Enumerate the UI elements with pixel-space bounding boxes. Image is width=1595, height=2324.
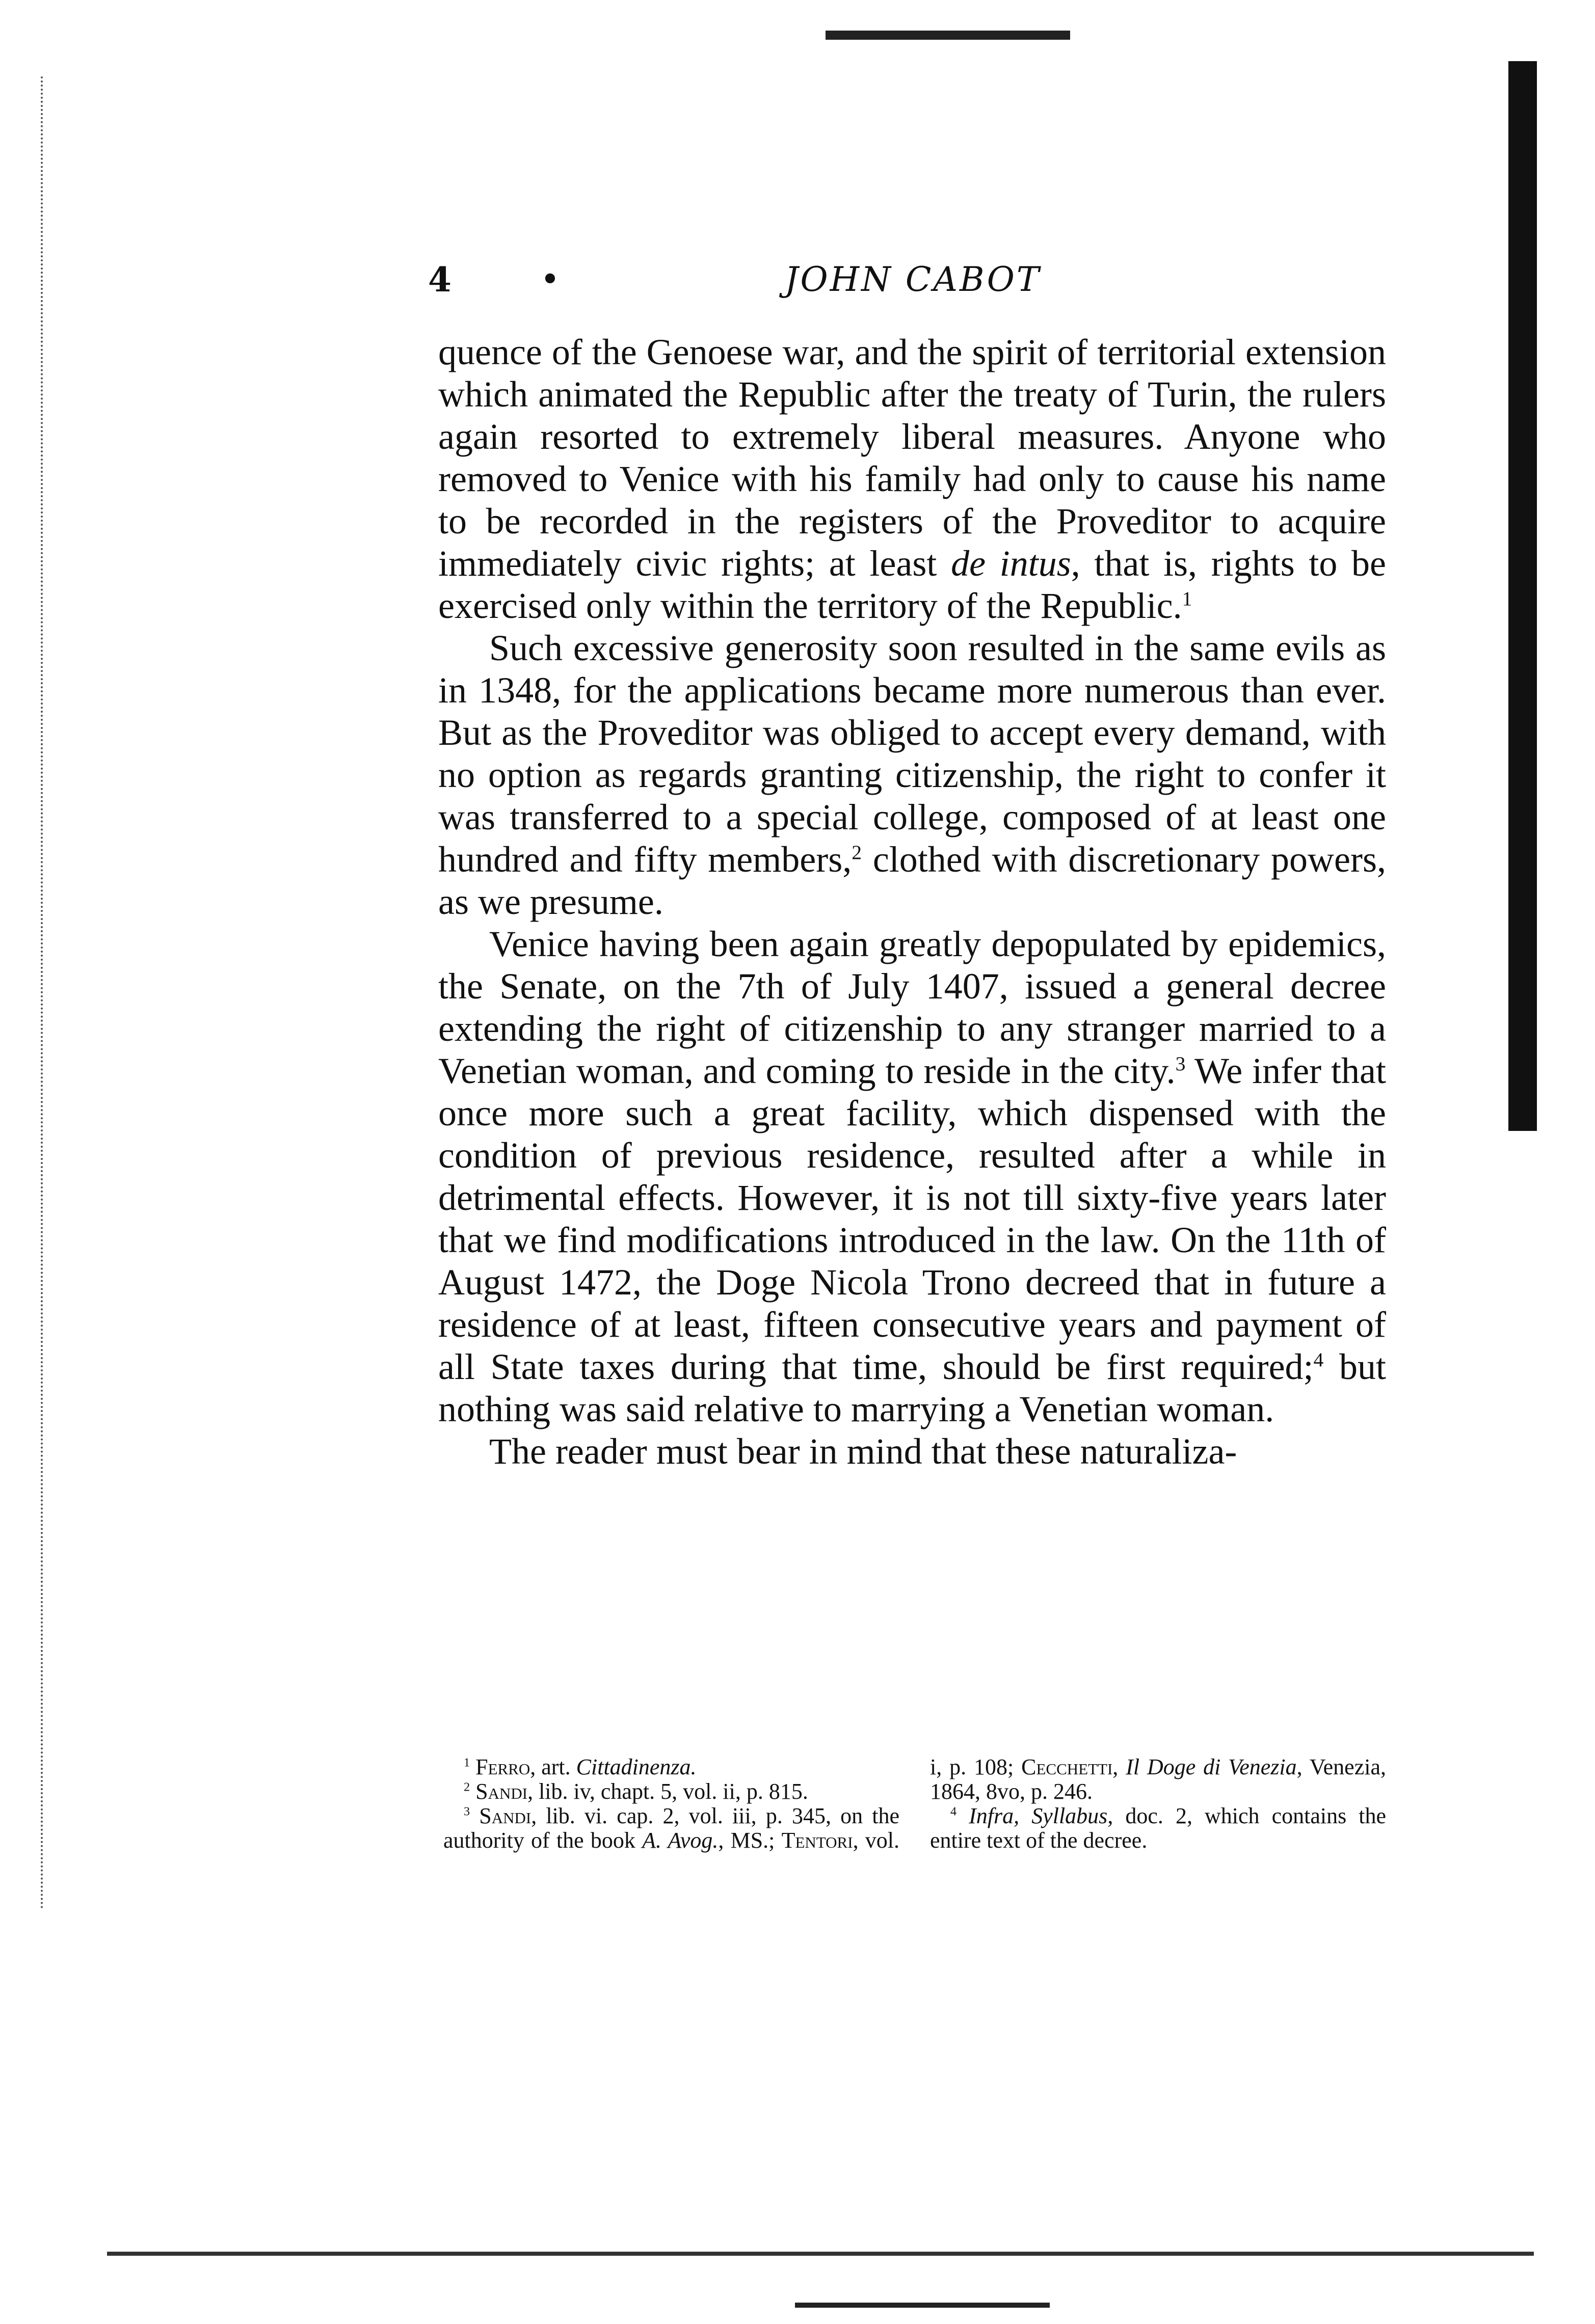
footnote-ref-3: 3	[1175, 1052, 1186, 1075]
footnote-4: $^4$ Infra, Syllabus, doc. 2, which contains the entire text of the decree.	[930, 1803, 1387, 1853]
scan-mark-bottom-2	[795, 2303, 1050, 2308]
scan-mark-bottom	[107, 2252, 1534, 2256]
paragraph-3: Venice having been again greatly depopulated by epidemics, the Senate, on the 7th of July 1407, issued a general decree extending the right of citizenship to any stranger married to a Venetian woman, and coming to reside in the city.$^3$ We infer that once more such a great facility, which dispensed with the condition of previous residence, resulted after a while in detrimental effects. However, it is not till sixty-five years later that we find modifications introduced in the law. On the 11th of August 1472, the Doge Nicola Trono decreed that in future a residence of at least, fifteen consecutive years and payment of all State taxes during that time, should be first required;$^4$ but nothing was said relative to marrying a Venetian woman.	[438, 924, 1386, 1429]
footnote-3: $^3$ Sandi, lib. vi. cap. 2, vol. iii, p. 345, on the authority of the book A. Avog., MS.; Tentori, vol. i, p. 108; Cecchetti, Il Doge di Venezia, Venezia, 1864, 8vo, p. 246.	[443, 1754, 1386, 1853]
footnote-2: $^2$ Sandi, lib. iv, chapt. 5, vol. ii, p. 815.	[464, 1779, 808, 1804]
paragraph-4: The reader must bear in mind that these naturaliza-	[489, 1431, 1237, 1472]
footnote-1: $^1$ Ferro, art. Cittadinenza.	[464, 1754, 697, 1779]
footnotes	[443, 1755, 1386, 1853]
italic-phrase: de intus	[951, 543, 1071, 584]
running-title: JOHN CABOT	[785, 260, 1041, 299]
footnote-ref-2: 2	[852, 841, 862, 863]
page-number: 4	[428, 260, 451, 300]
footnote-ref-1: 1	[1182, 587, 1192, 610]
page-header	[428, 260, 1386, 306]
paragraph-1: quence of the Genoese war, and the spirit of territorial extension which animated the Republic after the treaty of Turin, the rulers again resorted to extremely liberal measures. Anyone who removed to Venice with his family had only to cause his name to be recorded in the registers of the Proveditor to acquire immediately civic rights; at least de intus, that is, rights to be exercised only within the territory of the Republic.$^1$	[438, 332, 1387, 626]
scan-mark-top	[826, 31, 1070, 40]
header-bullet: •	[540, 260, 560, 299]
main-text	[438, 331, 1386, 1473]
footnote-ref-4: 4	[1313, 1348, 1324, 1371]
scan-dark-edge-right	[1508, 61, 1537, 1131]
paragraph-2: Such excessive generosity soon resulted in the same evils as in 1348, for the applications became more numerous than ever. But as the Proveditor was obliged to accept every demand, with no option as regards granting citizenship, the right to confer it was transferred to a special college, composed of at least one hundred and fifty members,$^2$ clothed with discretionary powers, as we presume.	[438, 628, 1386, 922]
scan-specks-left	[41, 76, 73, 1910]
